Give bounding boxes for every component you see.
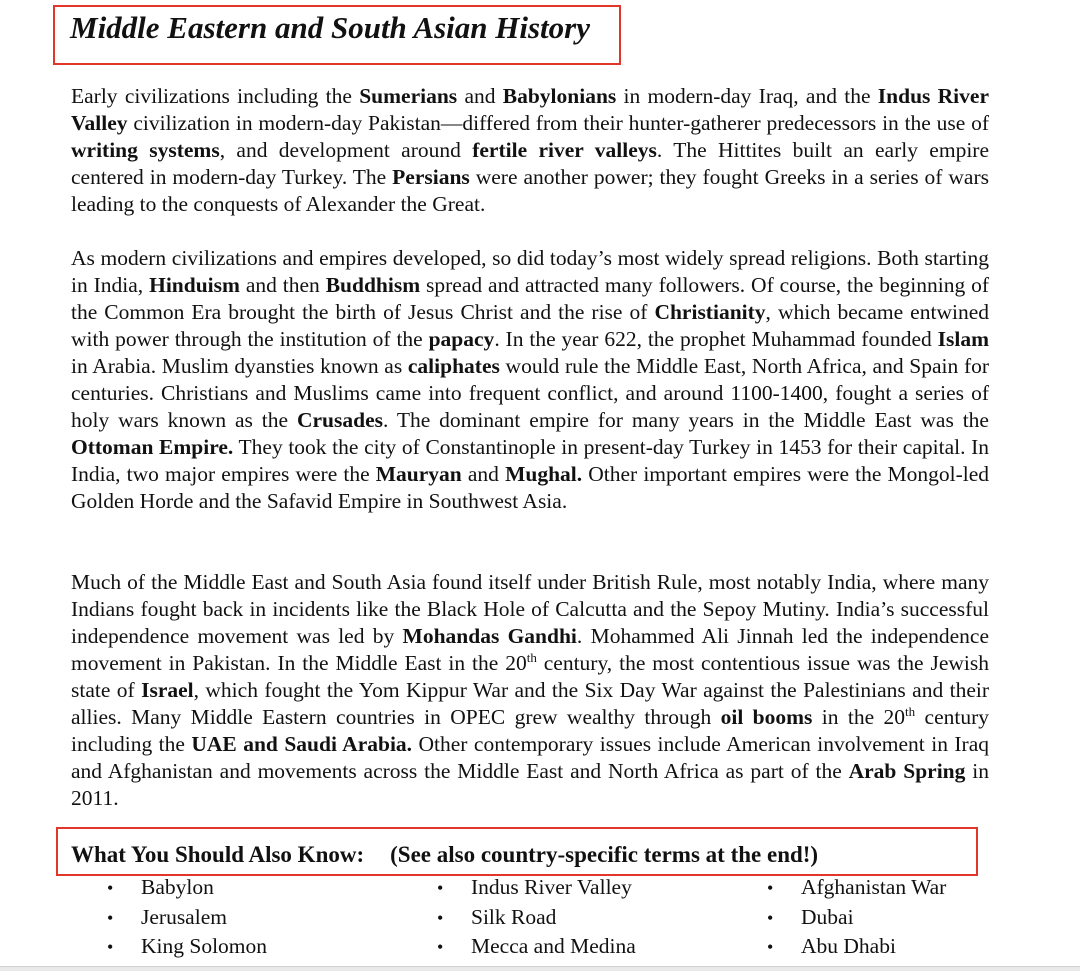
key-term: Israel [141, 678, 194, 702]
key-term: Islam [937, 327, 989, 351]
bullet-list-column-3 [767, 873, 946, 962]
bullet-item: • Babylon [107, 873, 267, 903]
key-term: Hinduism [149, 273, 240, 297]
key-term: Christianity [654, 300, 766, 324]
bullet-item: • Afghanistan War [767, 873, 946, 903]
page-title: Middle Eastern and South Asian History [70, 10, 590, 45]
key-term: Sumerians [359, 84, 458, 108]
key-term: Mughal. [505, 462, 583, 486]
section-subheading [71, 840, 818, 870]
bullet-item: • Abu Dhabi [767, 932, 946, 962]
bullet-item: • Jerusalem [107, 903, 267, 933]
ordinal-suffix: th [526, 649, 537, 665]
ordinal-suffix: th [905, 703, 916, 719]
key-term: UAE and Saudi Arabia. [191, 732, 413, 756]
key-term: Mohandas Gandhi [402, 624, 577, 648]
key-term: Crusades [296, 408, 383, 432]
key-term: Indus River Valley [71, 84, 989, 135]
key-term: Babylonians [502, 84, 617, 108]
key-term: Buddhism [325, 273, 421, 297]
key-term: Persians [392, 165, 470, 189]
bullet-item: • King Solomon [107, 932, 267, 962]
key-term: fertile river valleys [472, 138, 657, 162]
bullet-list-column-1 [107, 873, 267, 962]
key-term: caliphates [407, 354, 500, 378]
subheading-main: What You Should Also Know: [71, 842, 365, 867]
paragraph-religions-empires: As modern civilizations and empires developed, so did today’s most widely spread religions. Both starting in India, Hinduism and then Buddhism spread and attracted many followers. Of course, the beginning of the Common Era brought the birth of Jesus Christ and the rise of Christianity, which became entwined with power through the institution of the papacy. In the year 622, the prophet Muhammad founded Islam in Arabia. Muslim dyansties known as caliphates would rule the Middle East, North Africa, and Spain for centuries. Christians and Muslims came into frequent conflict, and around 1100-1400, fought a series of holy wars known as the Crusades. The dominant empire for many years in the Middle East was the Ottoman Empire. They took the city of Constantinople in present-day Turkey in 1453 for their capital. In India, two major empires were the Mauryan and Mughal. Other important empires were the Mongol-led Golden Horde and the Safavid Empire in Southwest Asia. [71, 246, 990, 513]
bullet-list-column-2 [437, 873, 636, 962]
subheading-note: (See also country-specific terms at the end!) [390, 842, 819, 867]
page-bottom-edge [0, 966, 1080, 971]
key-term: Mauryan [375, 462, 462, 486]
bullet-item: • Indus River Valley [437, 873, 636, 903]
bullet-item: • Dubai [767, 903, 946, 933]
key-term: Ottoman Empire. [71, 435, 234, 459]
paragraph-modern-era: Much of the Middle East and South Asia found itself under British Rule, most notably India, where many Indians fought back in incidents like the Black Hole of Calcutta and the Sepoy Mutiny. India’s successful independence movement was led by Mohandas Gandhi. Mohammed Ali Jinnah led the independence movement in Pakistan. In the Middle East in the 20th century, the most contentious issue was the Jewish state of Israel, which fought the Yom Kippur War and the Six Day War against the Palestinians and their allies. Many Middle Eastern countries in OPEC grew wealthy through oil booms in the 20th century including the UAE and Saudi Arabia. Other contemporary issues include American involvement in Iraq and Afghanistan and movements across the Middle East and North Africa as part of the Arab Spring in 2011. [71, 570, 990, 810]
bullet-item: • Silk Road [437, 903, 636, 933]
key-term: oil booms [720, 705, 813, 729]
key-term: Arab Spring [848, 759, 966, 783]
bullet-item: • Mecca and Medina [437, 932, 636, 962]
key-term: writing systems [71, 138, 220, 162]
paragraph-ancient-civilizations: Early civilizations including the Sumerians and Babylonians in modern-day Iraq, and the Indus River Valley civilization in modern-day Pakistan—differed from their hunter-gatherer predecessors in the use of writing systems, and development around fertile river valleys. The Hittites built an early empire centered in modern-day Turkey. The Persians were another power; they fought Greeks in a series of wars leading to the conquests of Alexander the Great. [71, 84, 989, 216]
key-term: papacy [428, 327, 495, 351]
